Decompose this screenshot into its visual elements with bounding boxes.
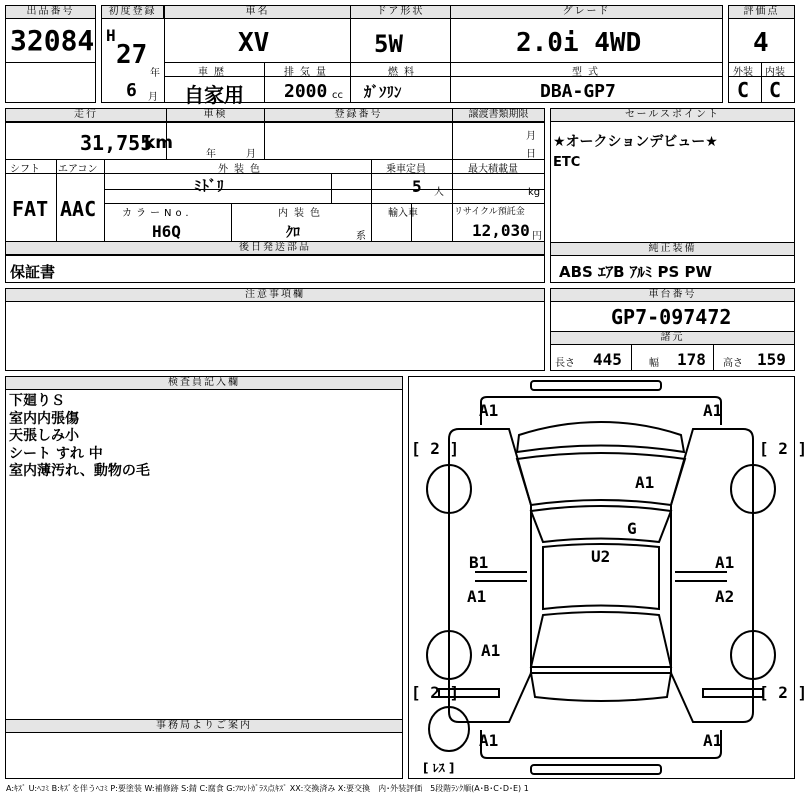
door-header: ドア形状 xyxy=(351,6,450,19)
score-header: 評価点 xyxy=(729,6,794,19)
model-name: XV xyxy=(238,28,270,58)
transfer-month: 月 xyxy=(526,131,536,142)
office-header: 事務局よりご案内 xyxy=(6,720,402,733)
sales-line1: ★オークションデビュー★ xyxy=(553,134,718,150)
inspector-line: 室内薄汚れ、動物の毛 xyxy=(9,463,150,479)
capacity-header: 乗車定員 xyxy=(386,164,426,175)
legend: A:ｷｽﾞ U:ﾍｺﾐ B:ｷｽﾞを伴うﾍｺﾐ P:要塗装 W:補修跡 S:錆 C:腐食 G:ﾌﾛﾝﾄｶﾞﾗｽ点ｷｽﾞ XX:交換済み X:要交換 内･外装評価 5段階ﾗﾝｸ順(A･B･C･D･E) 1 xyxy=(6,784,529,793)
grade-header: グレード xyxy=(451,6,722,19)
len-label: 長さ xyxy=(555,358,575,369)
model-type: DBA-GP7 xyxy=(540,81,616,102)
lot-header: 出品番号 xyxy=(6,6,95,19)
wid-label: 幅 xyxy=(649,358,659,369)
disp-header: 排気量 xyxy=(284,67,332,78)
inspector-line: 天張しみ小 xyxy=(9,428,79,444)
damage-mark: [ 2 ] xyxy=(411,683,460,702)
score-box xyxy=(728,5,795,103)
damage-mark: U2 xyxy=(591,547,611,566)
ext-grade: C xyxy=(737,78,750,102)
inspector-header: 検査員記入欄 xyxy=(6,377,402,390)
recycle-unit: 円 xyxy=(532,231,542,242)
mileage-header: 走行 xyxy=(6,109,166,122)
colorno: H6Q xyxy=(152,222,181,241)
hei-label: 高さ xyxy=(723,358,743,369)
damage-mark: A1 xyxy=(703,401,723,420)
chassis-number: GP7-097472 xyxy=(611,305,732,329)
ac: AAC xyxy=(60,197,97,221)
damage-mark: A2 xyxy=(715,587,735,606)
chassis-box xyxy=(550,288,795,371)
damage-mark: A1 xyxy=(479,731,499,750)
height: 159 xyxy=(757,350,786,369)
month-unit: 月 xyxy=(148,92,158,103)
inspector-box xyxy=(5,376,403,779)
ac-header: エアコン xyxy=(58,164,98,175)
damage-mark: [ ﾚｽ ] xyxy=(423,761,455,775)
vehicle-info-box xyxy=(101,5,723,107)
sales-header: セールスポイント xyxy=(551,109,794,122)
inspect-header: 車検 xyxy=(167,109,264,122)
int-grade: C xyxy=(769,78,782,102)
ext-header: 外装 xyxy=(733,67,753,78)
capacity: 5 xyxy=(412,177,422,196)
shift-header: シフト xyxy=(10,164,40,175)
recycle-header: リサイクル預託金 xyxy=(454,207,525,217)
int-header: 内装 xyxy=(765,67,785,78)
damage-mark: A1 xyxy=(479,401,499,420)
inspect-year: 年 xyxy=(206,149,216,160)
reg-month: 6 xyxy=(126,80,137,101)
damage-mark: A1 xyxy=(481,641,501,660)
inspector-line: シート すれ 中 xyxy=(9,445,103,462)
fuel: ｶﾞｿﾘﾝ xyxy=(364,83,402,101)
inspector-line: 下廻りＳ xyxy=(9,393,65,409)
later-parts: 保証書 xyxy=(10,263,56,281)
damage-mark: B1 xyxy=(469,553,489,572)
door-type: 5W xyxy=(374,30,403,58)
type-header: 型式 xyxy=(572,67,604,78)
details-box xyxy=(5,108,545,283)
transfer-day: 日 xyxy=(526,149,536,160)
sales-box xyxy=(550,108,795,283)
damage-mark: [ 2 ] xyxy=(759,439,807,458)
disp-unit: cc xyxy=(332,90,343,101)
reg-header: 初度登録 xyxy=(102,6,164,19)
load-header: 最大積載量 xyxy=(468,164,518,175)
era: H xyxy=(106,26,116,45)
damage-mark: A1 xyxy=(635,473,655,492)
car-outline-icon xyxy=(409,377,794,778)
notes-box xyxy=(5,288,545,371)
capacity-unit: 人 xyxy=(434,187,444,198)
length: 445 xyxy=(593,350,622,369)
chassis-header: 車台番号 xyxy=(551,289,794,302)
notes-header: 注意事項欄 xyxy=(6,289,544,302)
regno-header: 登録番号 xyxy=(265,109,452,122)
displacement: 2000 xyxy=(284,81,328,102)
later-header: 後日発送部品 xyxy=(6,242,544,255)
mileage-unit: km xyxy=(144,133,174,153)
history-header: 車歴 xyxy=(198,67,230,78)
inspector-notes xyxy=(9,393,150,481)
color: ﾐﾄﾞﾘ xyxy=(194,177,225,195)
fuel-header: 燃料 xyxy=(388,67,420,78)
damage-mark: A1 xyxy=(703,731,723,750)
mileage: 31,755 xyxy=(80,131,153,155)
colorno-header: カラーNo. xyxy=(122,208,193,219)
damage-mark: A1 xyxy=(715,553,735,572)
import-header: 輸入車 xyxy=(388,208,418,219)
lot-number: 32084 xyxy=(10,24,95,57)
transfer-header: 譲渡書類期限 xyxy=(453,109,544,122)
intcolor: ｸﾛ xyxy=(286,225,300,241)
color-header: 外装色 xyxy=(218,164,266,175)
damage-mark: [ 2 ] xyxy=(411,439,460,458)
model-header: 車名 xyxy=(165,6,350,19)
lot-box xyxy=(5,5,96,103)
damage-mark: G xyxy=(627,519,637,538)
grade: 2.0i 4WD xyxy=(516,28,642,58)
year-unit: 年 xyxy=(150,68,160,79)
dims-header: 諸元 xyxy=(551,332,794,345)
inspector-line: 室内内張傷 xyxy=(9,410,79,427)
inspect-month: 月 xyxy=(246,149,256,160)
shift: FAT xyxy=(12,197,49,221)
intcolor-header: 内装色 xyxy=(278,208,326,219)
sales-line2: ETC xyxy=(553,155,581,170)
load-unit: kg xyxy=(528,187,541,198)
damage-mark: A1 xyxy=(467,587,487,606)
equip-header: 純正装備 xyxy=(551,243,794,256)
score: 4 xyxy=(753,28,769,58)
intcolor-unit: 系 xyxy=(356,231,366,242)
recycle: 12,030 xyxy=(472,221,530,240)
reg-year: 27 xyxy=(116,40,148,70)
damage-mark: [ 2 ] xyxy=(759,683,807,702)
width: 178 xyxy=(677,350,706,369)
equip-text: ABS ｴｱB ｱﾙﾐ PS PW xyxy=(559,263,713,281)
history: 自家用 xyxy=(184,83,244,107)
car-diagram xyxy=(408,376,807,779)
